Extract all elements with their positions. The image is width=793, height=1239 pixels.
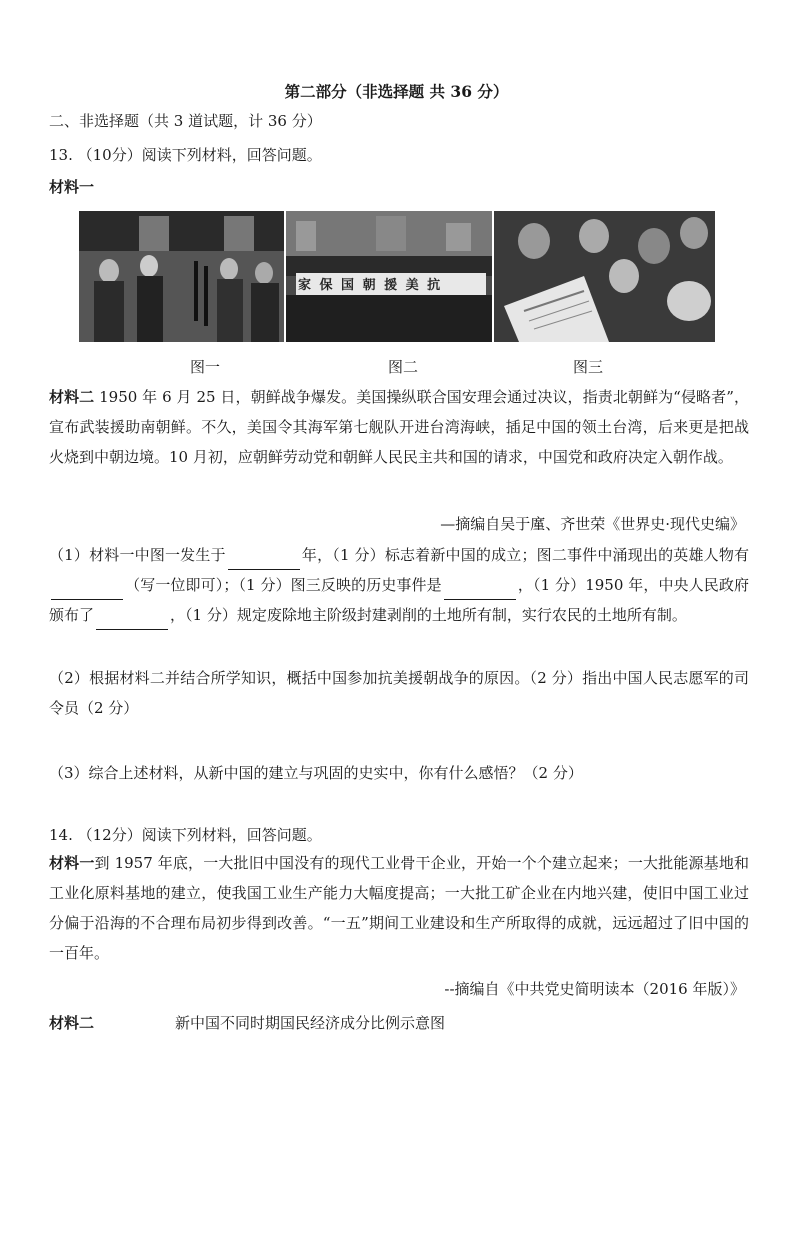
q13-material2-source: —摘编自吴于廑、齐世荣《世界史·现代史编》: [440, 515, 745, 533]
q13-sub2: （2）根据材料二并结合所学知识，概括中国参加抗美援朝战争的原因。（2 分）指出中国人民志愿军的司令员（2 分）: [49, 669, 749, 717]
sub1-part4: ，（1 分）1950 年，中央人民政府颁布了: [49, 576, 749, 624]
part-title: 第二部分（非选择题 共 36 分）: [284, 82, 509, 101]
answer-blank-law[interactable]: [96, 614, 168, 630]
photo-founding-ceremony: [79, 211, 284, 342]
photo2-banner-text: 家 保 国 朝 援 美 抗: [298, 278, 443, 293]
q13-material2-label: 材料二: [49, 388, 95, 406]
section-heading: 二、非选择题（共 3 道试题，计 36 分）: [49, 112, 322, 130]
caption-fig2: 图二: [388, 358, 419, 376]
q14-material1-text: 到 1957 年底，一大批旧中国没有的现代工业骨干企业，开始一个个建立起来；一大批能源基地和工业化原料基地的建立，使我国工业生产能力大幅度提高；一大批工矿企业在内地兴建，使旧中国工业过分偏于沿海的不合理布局初步得到改善。“一五”期间工业建设和生产所取得的成就，远远超过了旧中国的一百年。: [49, 854, 749, 962]
answer-blank-event[interactable]: [444, 584, 516, 600]
answer-blank-hero[interactable]: [51, 584, 123, 600]
caption-fig3: 图三: [573, 358, 604, 376]
answer-blank-year[interactable]: [228, 554, 300, 570]
q14-material1-label: 材料一: [49, 854, 95, 872]
q13-stem: 13. （10分）阅读下列材料，回答问题。: [49, 146, 322, 164]
sub1-part1: （1）材料一中图一发生于: [49, 546, 226, 564]
q13-sub1: [49, 540, 749, 630]
q14-material1: [49, 848, 749, 968]
q14-material2-caption: 新中国不同时期国民经济成分比例示意图: [175, 1014, 446, 1032]
q14-stem: 14. （12分）阅读下列材料，回答问题。: [49, 826, 322, 844]
photo-banner-march: [286, 211, 492, 342]
q13-material2-text: 1950 年 6 月 25 日，朝鲜战争爆发。美国操纵联合国安理会通过决议，指责北朝鲜为“侵略者”，宣布武装援助南朝鲜。不久，美国令其海军第七舰队开进台湾海峡，插足中国的领土台湾，后来更是把战火烧到中朝边境。10 月初，应朝鲜劳动党和朝鲜人民民主共和国的请求，中国党和政府决定入朝作战。: [49, 388, 749, 466]
q13-sub3: （3）综合上述材料，从新中国的建立与巩固的史实中，你有什么感悟？（2 分）: [49, 764, 583, 782]
sub1-part3: （写一位即可）；（1 分）图三反映的历史事件是: [125, 576, 442, 594]
sub1-part2: 年，（1 分）标志着新中国的成立；图二事件中涌现出的英雄人物有: [301, 546, 749, 564]
q13-material1-label: 材料一: [49, 178, 95, 196]
caption-fig1: 图一: [190, 358, 221, 376]
q14-material2-label: 材料二: [49, 1014, 95, 1032]
q13-material2: [49, 382, 749, 472]
q14-material1-source: --摘编自《中共党史简明读本（2016 年版）》: [444, 980, 745, 998]
photo-newspaper-crowd: [494, 211, 715, 342]
sub1-part5: ，（1 分）规定废除地主阶级封建剥削的土地所有制，实行农民的土地所有制。: [170, 606, 687, 624]
